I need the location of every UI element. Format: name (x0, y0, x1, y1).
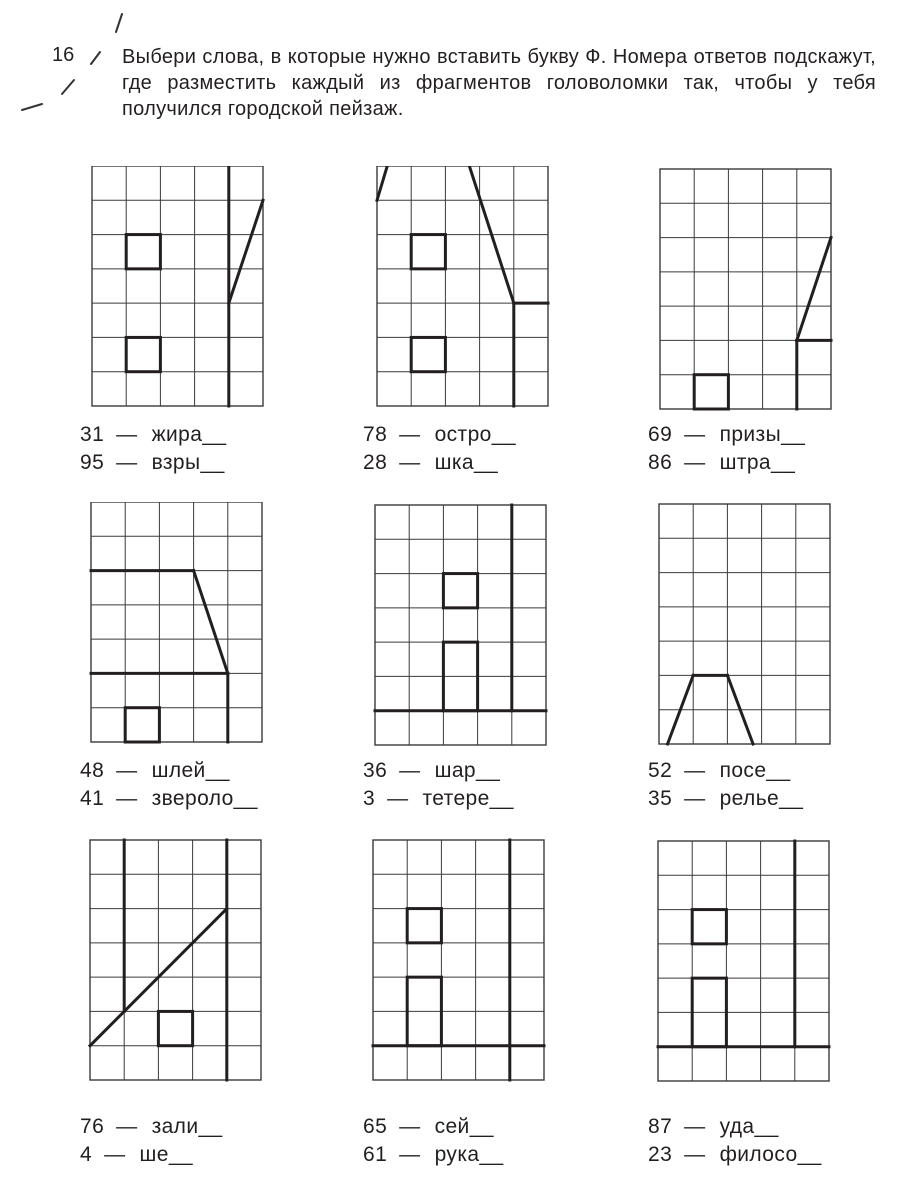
window-shape (158, 1011, 192, 1045)
grid-border (92, 166, 263, 406)
word-with-gap: взры__ (151, 451, 225, 474)
word-option (80, 422, 226, 448)
window-shape (692, 910, 726, 944)
dash: — (684, 423, 706, 446)
grid-border (660, 169, 831, 409)
answer-number: 76 (80, 1115, 105, 1138)
answer-number: 35 (648, 787, 673, 810)
puzzle-card (80, 166, 340, 486)
word-option (648, 450, 795, 476)
dash: — (684, 1115, 706, 1138)
word-option (363, 1114, 494, 1140)
grid-border (659, 504, 830, 744)
word-option (363, 450, 498, 476)
task-instruction: Выбери слова, в которые нужно вставить букву Ф. Номера ответов подскажут, где разместить каждый из фрагментов головоломки так, чтобы у тебя получился городской пейзаж. (122, 46, 876, 120)
dash: — (399, 1115, 421, 1138)
word-with-gap: сей__ (434, 1115, 494, 1138)
dash: — (399, 451, 421, 474)
word-option (80, 1142, 193, 1168)
word-with-gap: тетере__ (422, 787, 514, 810)
word-option (648, 786, 803, 812)
grid-border (373, 840, 544, 1080)
window-shape (407, 909, 441, 943)
word-with-gap: релье__ (719, 787, 804, 810)
dash: — (684, 787, 706, 810)
word-option (648, 1142, 822, 1168)
answer-number: 36 (363, 759, 388, 782)
window-shape (411, 337, 445, 371)
puzzle-grid (363, 838, 563, 1088)
word-with-gap: звероло__ (151, 787, 258, 810)
word-option (648, 758, 791, 784)
dash: — (684, 759, 706, 782)
window-shape (126, 337, 160, 371)
building-outline (194, 571, 228, 674)
grid-border (377, 166, 548, 406)
answer-number: 65 (363, 1115, 388, 1138)
puzzle-grid (648, 838, 848, 1088)
window-shape (125, 708, 159, 742)
word-with-gap: посе__ (719, 759, 791, 782)
word-option (80, 1114, 223, 1140)
word-with-gap: остро__ (434, 423, 516, 446)
answer-number: 78 (363, 423, 388, 446)
window-shape (411, 235, 445, 269)
answer-number: 23 (648, 1143, 673, 1166)
word-with-gap: шлей__ (151, 759, 230, 782)
grid-border (91, 502, 262, 742)
answer-number: 41 (80, 787, 105, 810)
puzzle-card (80, 838, 340, 1178)
word-with-gap: рука__ (434, 1143, 504, 1166)
grid-border (375, 505, 546, 745)
puzzle-grid (648, 166, 848, 416)
answer-number: 95 (80, 451, 105, 474)
puzzle-card (648, 166, 900, 486)
dash: — (116, 451, 138, 474)
dash: — (684, 451, 706, 474)
dash: — (116, 759, 138, 782)
word-with-gap: призы__ (719, 423, 806, 446)
puzzle-card (648, 838, 900, 1178)
answer-number: 4 (80, 1143, 93, 1166)
dash: — (684, 1143, 706, 1166)
answer-number: 86 (648, 451, 673, 474)
task-number: 16 (52, 44, 75, 66)
word-option (648, 1114, 779, 1140)
word-option (648, 422, 805, 448)
answer-number: 28 (363, 451, 388, 474)
word-with-gap: штра__ (719, 451, 796, 474)
puzzle-grid (80, 502, 280, 752)
building-outline (229, 200, 263, 303)
word-with-gap: уда__ (719, 1115, 779, 1138)
puzzle-card (648, 502, 900, 822)
window-shape (694, 375, 728, 409)
word-with-gap: филосо__ (719, 1143, 822, 1166)
window-shape (126, 235, 160, 269)
window-shape (443, 574, 477, 608)
word-with-gap: ше__ (139, 1143, 193, 1166)
puzzle-card (363, 166, 623, 486)
puzzle-grid (363, 166, 563, 416)
puzzle-card (363, 838, 623, 1178)
word-option (363, 422, 516, 448)
dash: — (116, 423, 138, 446)
dash: — (116, 787, 138, 810)
puzzle-grid (648, 502, 848, 752)
dash: — (116, 1115, 138, 1138)
word-option (363, 758, 500, 784)
dash: — (399, 1143, 421, 1166)
puzzle-card (80, 502, 340, 822)
building-outline (797, 238, 831, 341)
dash: — (399, 759, 421, 782)
grid-border (658, 841, 829, 1081)
answer-number: 87 (648, 1115, 673, 1138)
answer-number: 31 (80, 423, 105, 446)
word-option (363, 1142, 504, 1168)
word-option (363, 786, 514, 812)
word-option (80, 450, 225, 476)
answer-number: 48 (80, 759, 105, 782)
answer-number: 69 (648, 423, 673, 446)
puzzle-grid (363, 502, 563, 752)
word-with-gap: шар__ (434, 759, 501, 782)
answer-number: 3 (363, 787, 376, 810)
dash: — (399, 423, 421, 446)
puzzle-grid (80, 838, 280, 1088)
building-outline (377, 166, 387, 200)
answer-number: 61 (363, 1143, 388, 1166)
word-option (80, 758, 230, 784)
word-with-gap: жира__ (151, 423, 227, 446)
dash: — (104, 1143, 126, 1166)
word-with-gap: шка__ (434, 451, 499, 474)
word-with-gap: зали__ (151, 1115, 223, 1138)
puzzle-grid (80, 166, 280, 416)
dash: — (387, 787, 409, 810)
word-option (80, 786, 258, 812)
puzzle-card (363, 502, 623, 822)
answer-number: 52 (648, 759, 673, 782)
